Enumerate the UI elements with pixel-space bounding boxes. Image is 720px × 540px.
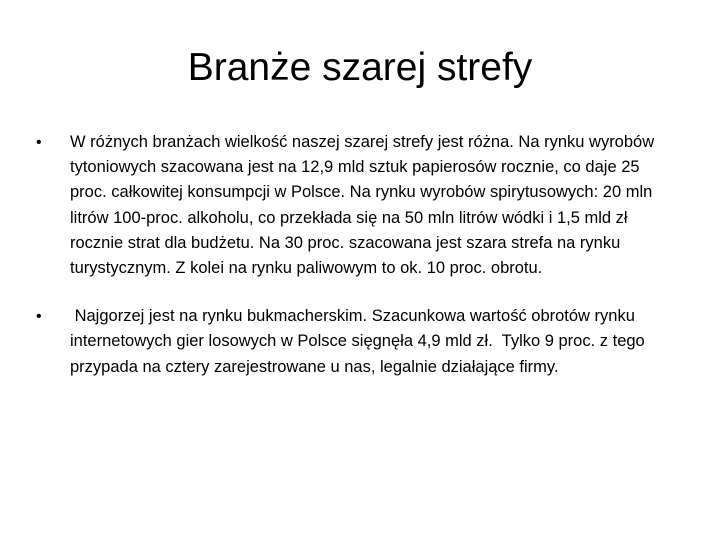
bullet-list (36, 130, 676, 403)
bullet-item (36, 304, 676, 380)
bullet-marker-icon: • (36, 308, 42, 326)
bullet-item (36, 130, 676, 281)
slide-title: Branże szarej strefy (187, 46, 533, 89)
bullet-text: W różnych branżach wielkość naszej szarej strefy jest różna. Na rynku wyrobów tytoniowych szacowana jest na 12,9 mld sztuk papierosów rocznie, co daje 25 proc. całkowitej konsumpcji w Polsce. Na rynku wyrobów spirytusowych: 20 mln litrów 100-proc. alkoholu, co przekłada się na 50 mln litrów wódki i 1,5 mld zł rocznie strat dla budżetu. Na 30 proc. szacowana jest szara strefa na rynku turystycznym. Z kolei na rynku paliwowym to ok. 10 proc. obrotu. (70, 133, 659, 278)
bullet-text: Najgorzej jest na rynku bukmacherskim. Szacunkowa wartość obrotów rynku internetowych gier losowych w Polsce sięgnęła 4,9 mld zł. Tylko 9 proc. z tego przypada na cztery zarejestrowane u nas, legalnie działające firmy. (70, 307, 650, 376)
bullet-marker-icon: • (36, 134, 42, 151)
